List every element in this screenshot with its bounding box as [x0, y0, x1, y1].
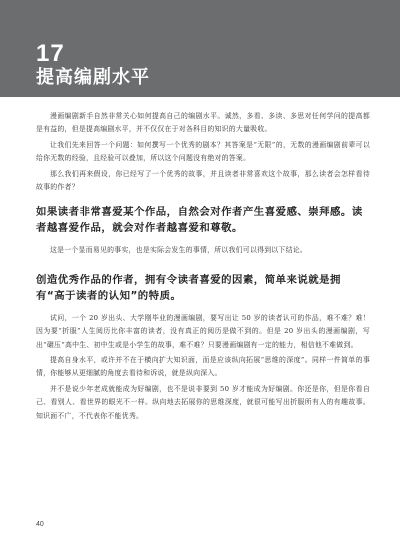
- paragraph-4: 这是一个显而易见的事实，也是实际会发生的事情，所以我们可以得到以下结论。: [50, 246, 308, 255]
- emphasis-statement-2: 创造优秀作品的作者，拥有令读者喜爱的因素，简单来说就是拥有“高于读者的认知”的特质。: [36, 273, 341, 302]
- emphasis-statement-1: 如果读者非常喜爱某个作品，自然会对作者产生喜爱感、崇拜感。读者越喜爱作品，就会对作者越喜爱和尊敬。: [36, 206, 363, 235]
- paragraph-3: 那么我们再来假设，你已经写了一个优秀的故事，并且读者非常喜欢这个故事，那么读者会怎样看待故事的作者？: [36, 169, 370, 192]
- paragraph-5: 试问，一个 20 岁出头、大学刚毕业的漫画编剧，要写出让 50 岁的读者认可的作品，难不难？难！因为要“折服”人生阅历比你丰富的读者，没有真正的阅历是做不到的。但是 20 岁出头的漫画编剧，写出“碾压”高中生、初中生或是小学生的故事，难不难？只要漫画编剧有一定的能力，相信他不难做到。: [36, 313, 370, 349]
- paragraph-7: 并不是说少年老成就能成为好编剧，也不是说非要到 50 岁才能成为好编剧。你还是你，但是你看自己、看别人、看世界的眼光不一样。纵向地去拓展你的思维深度，就很可能写出折服所有人的有趣故事。知识面不广，不代表你不能优秀。: [36, 384, 370, 420]
- paragraph-2: 让我们先来回答一个问题：如何撰写一个优秀的剧本？其答案是“无限”的，无数的漫画编剧前辈可以给你无数的经验，且经验可以叠加，所以这个问题没有绝对的答案。: [36, 140, 370, 163]
- page-number: 40: [36, 521, 44, 528]
- chapter-body: [36, 110, 370, 425]
- paragraph-1: 漫画编剧新手自然非常关心如何提高自己的编剧水平。诚然，多看、多读、多思对任何学问的提高都是有益的，但是提高编剧水平，并不仅仅在于对各科目的知识的大量吸收。: [36, 112, 370, 134]
- chapter-header: [0, 0, 400, 97]
- chapter-number: 17: [36, 40, 65, 67]
- chapter-title: 提高编剧水平: [36, 67, 150, 88]
- paragraph-6: 提高自身水平，或许并不在于横向扩大知识面，而是应该纵向拓展“思维的深度”。同样一件简单的事情，你能够从更细腻的角度去看待和诉说，就是纵向深入。: [36, 356, 370, 378]
